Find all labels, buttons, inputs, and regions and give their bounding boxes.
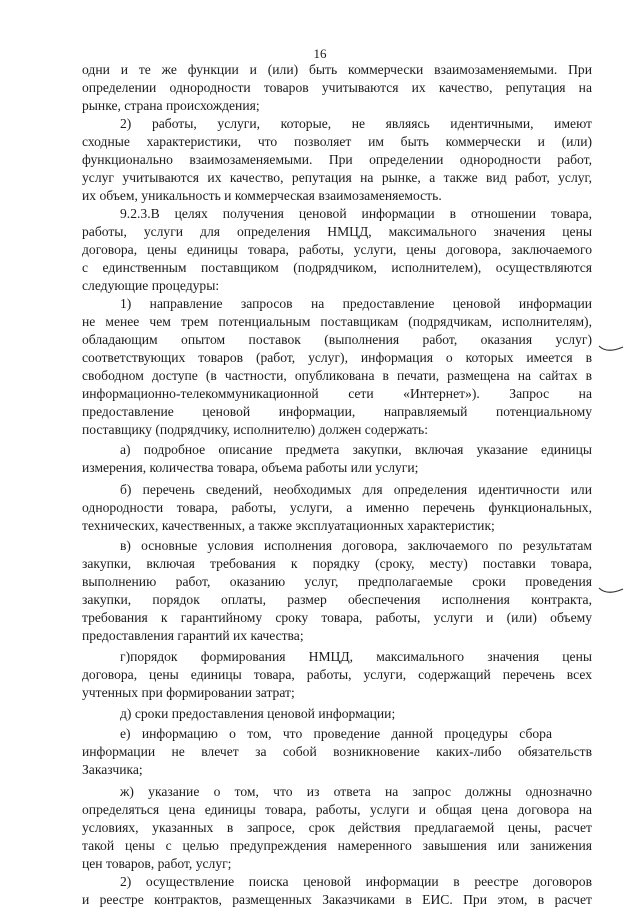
text-line: договора, цены единицы товара, работы, услуги, содержащий перечень всех xyxy=(82,667,592,682)
text-line: рынке, страна происхождения; xyxy=(82,98,260,113)
text-line: поставщику (подрядчику, исполнителю) должен содержать: xyxy=(82,422,428,437)
text-line: цен товаров, работ, услуг; xyxy=(82,856,232,871)
text-line: с единственным поставщиком (подрядчиком, исполнителем), осуществляются xyxy=(82,260,592,275)
text-line: требования к гарантийному сроку товара, работы, услуги и (или) объему xyxy=(82,610,592,625)
list-item-1: 1) направление запросов на предоставление ценовой информации xyxy=(120,296,592,311)
text-line: информационно-телекоммуникационной сети «Интернет»). Запрос на xyxy=(82,386,592,401)
list-item-b: б) перечень сведений, необходимых для определения идентичности или xyxy=(120,482,592,497)
text-line: не менее чем трем потенциальным поставщикам (подрядчикам, исполнителям), xyxy=(82,314,592,329)
text-line: технических, качественных, а также эксплуатационных характеристик; xyxy=(82,518,495,533)
text-line: выполнению работ, оказанию услуг, предполагаемые сроки проведения xyxy=(82,574,592,589)
list-item-2: 2) работы, услуги, которые, не являясь идентичными, имеют xyxy=(120,116,592,131)
text-line: следующие процедуры: xyxy=(82,278,220,293)
text-line: одни и те же функции и (или) быть коммерчески взаимозаменяемыми. При xyxy=(82,62,592,77)
text-line: предоставление ценовой информации, направляемый потенциальному xyxy=(82,404,592,419)
text-line: закупки, включая требования к порядку (сроку, месту) поставки товара, xyxy=(82,556,592,571)
list-item-e: е) информацию о том, что проведение данной процедуры сбора xyxy=(120,726,552,741)
text-line: определяться цена единицы товара, работы, услуги и общая цена договора на xyxy=(82,802,592,817)
text-line: их объем, уникальность и коммерческая взаимозаменяемость. xyxy=(82,188,442,203)
text-line: сходные характеристики, что позволяет им быть коммерчески и (или) xyxy=(82,134,592,149)
page-number: 16 xyxy=(313,46,327,61)
list-item-g: г)порядок формирования НМЦД, максимального значения цены xyxy=(120,649,592,664)
text-line: предоставления гарантий их качества; xyxy=(82,628,304,643)
text-line: договора, цены единицы товара, работы, услуги, цены договора, заключаемого xyxy=(82,242,592,257)
text-line: функционально взаимозаменяемыми. При определении однородности работ, xyxy=(82,152,592,167)
text-line: такой цены с целью предупреждения намеренного завышения или занижения xyxy=(82,838,592,853)
text-line: свободном доступе (в частности, опубликована в печати, размещена на сайтах в xyxy=(82,368,592,383)
text-line: информации не влечет за собой возникновение каких-либо обязательств xyxy=(82,744,592,759)
text-line: услуг учитываются их качество, репутация на рынке, а также вид работ, услуг, xyxy=(82,170,592,185)
text-line: определении однородности товаров учитываются их качество, репутация на xyxy=(82,80,592,95)
section-heading-9-2-3: 9.2.3.В целях получения ценовой информации в отношении товара, xyxy=(120,206,592,221)
text-line: условиях, указанных в запросе, срок действия предлагаемой цены, расчет xyxy=(82,820,592,835)
text-line: закупки, порядок оплаты, размер обеспечения исполнения контракта, xyxy=(82,592,592,607)
list-item-v: в) основные условия исполнения договора, заключаемого по результатам xyxy=(120,538,592,553)
text-line: обладающим опытом поставок (выполнения работ, оказания услуг) xyxy=(82,332,592,347)
margin-mark xyxy=(598,343,624,355)
text-line: работы, услуги для определения НМЦД, максимального значения цены xyxy=(82,224,592,239)
text-line: однородности товара, работы, услуги, а именно перечень функциональных, xyxy=(82,500,592,515)
list-item-2b: 2) осуществление поиска ценовой информации в реестре договоров xyxy=(120,874,592,889)
text-line: учтенных при формировании затрат; xyxy=(82,685,295,700)
list-item-a: а) подробное описание предмета закупки, включая указание единицы xyxy=(120,442,592,457)
text-line: измерения, количества товара, объема работы или услуги; xyxy=(82,460,419,475)
list-item-d: д) сроки предоставления ценовой информации; xyxy=(120,706,396,721)
text-line: соответствующих товаров (работ, услуг), информация о которых имеется в xyxy=(82,350,592,365)
text-line: и реестре контрактов, размещенных Заказчиками в ЕИС. При этом, в расчет xyxy=(82,892,592,907)
list-item-zh: ж) указание о том, что из ответа на запрос должны однозначно xyxy=(120,784,592,799)
text-line: Заказчика; xyxy=(82,762,143,777)
margin-mark xyxy=(598,585,624,597)
